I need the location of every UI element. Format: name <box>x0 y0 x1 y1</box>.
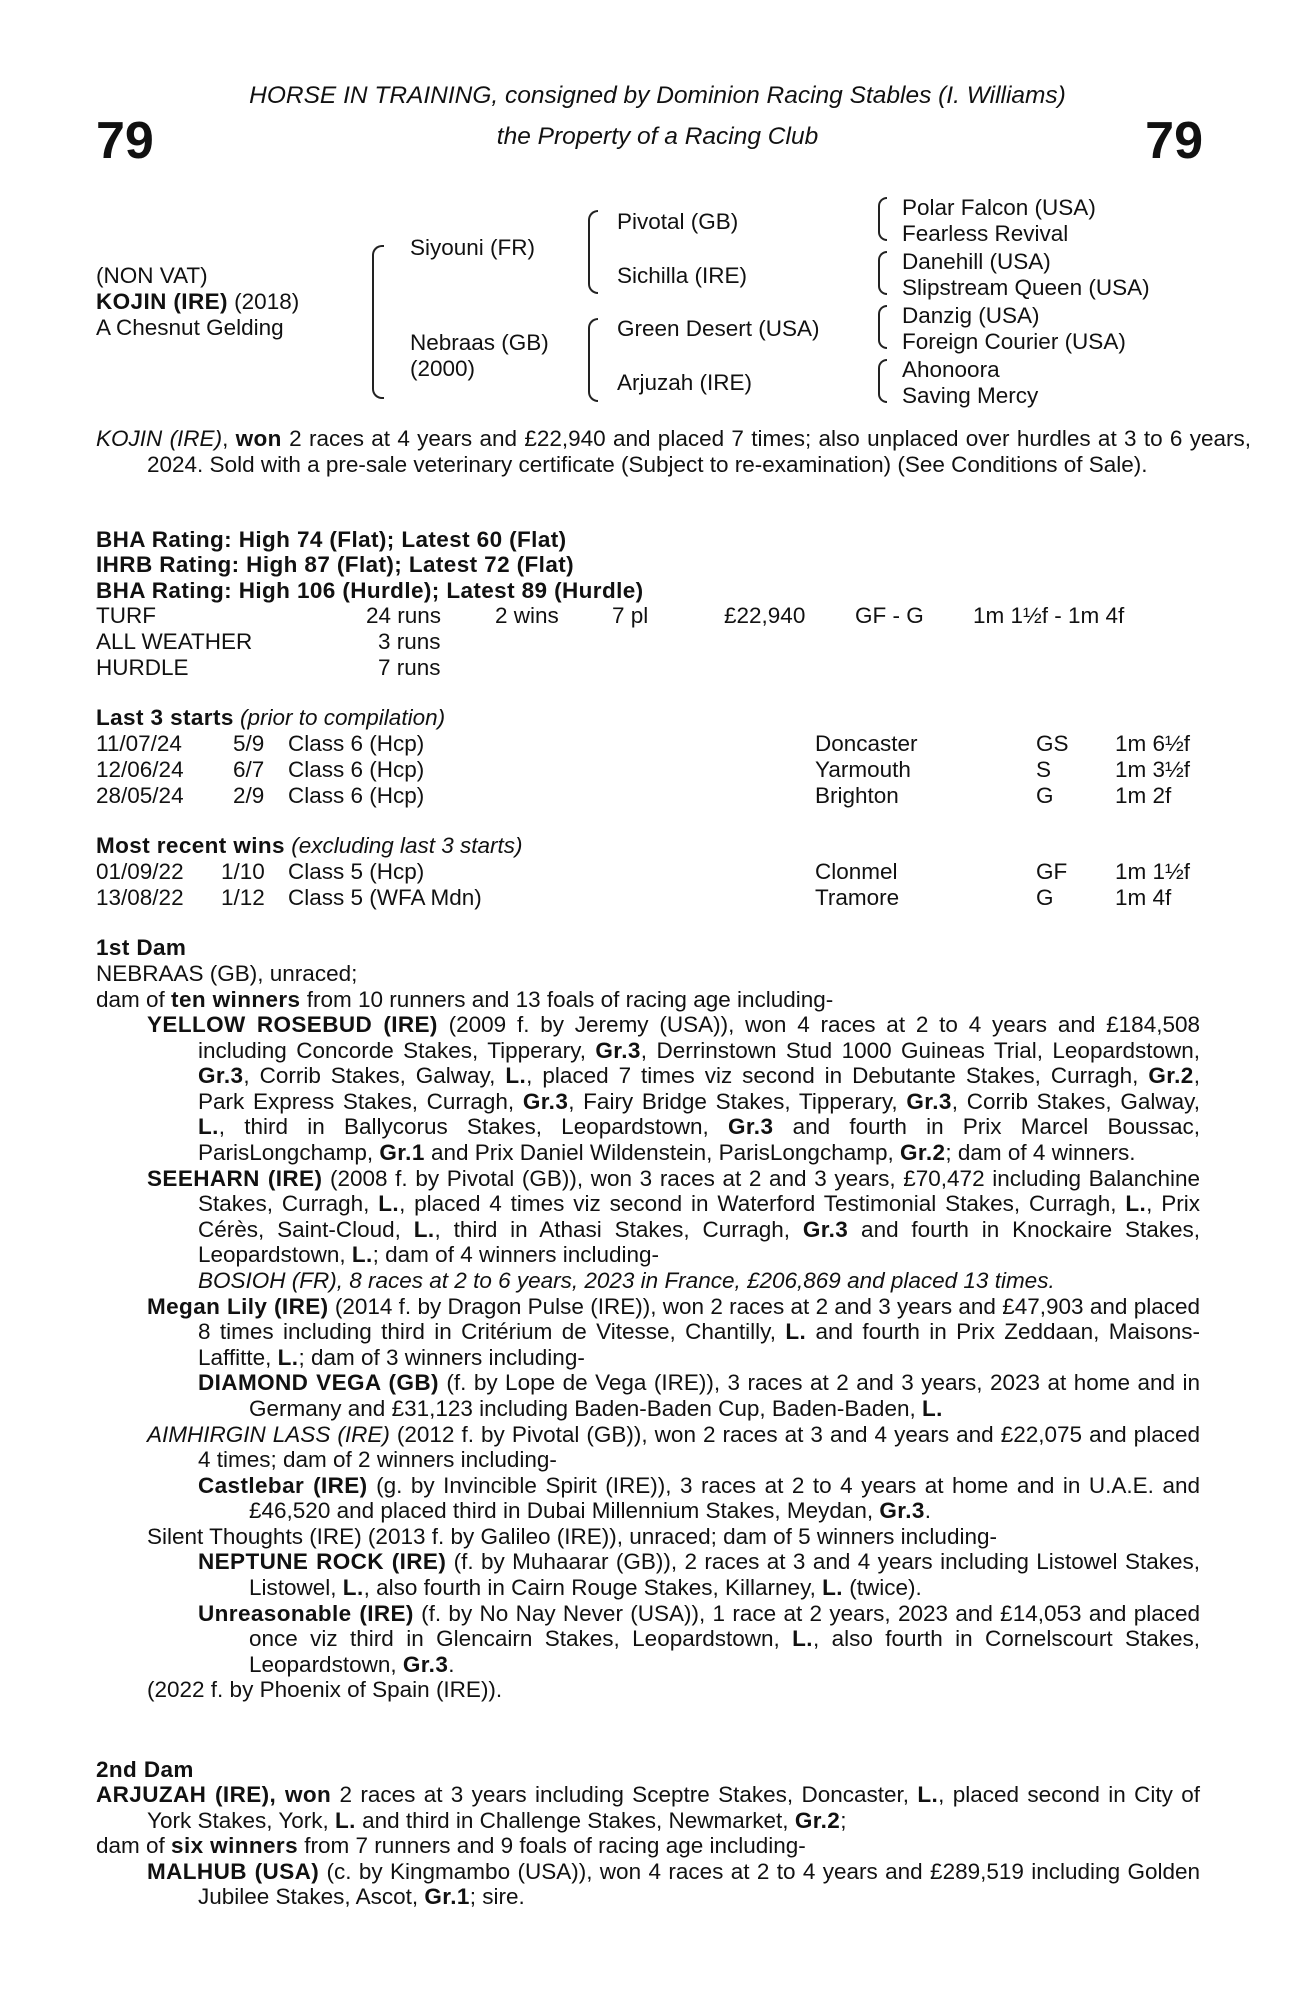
start-position: 2/9 <box>233 783 265 808</box>
grade-badge: Gr.2 <box>794 1807 841 1833</box>
produce-text: (f. by Lope de Vega (IRE)), 3 races at 2 and 3 years, 2023 at home and in Germany and £31,123 including Baden-Baden Cup, Baden-Baden, <box>249 1370 1200 1421</box>
intro-text: 2 races at 4 years and £22,940 and placed 7 times; also unplaced over hurdles at 3 to 6 years, 2024. Sold with a pre-sale veterinary certificate (Subject to re-examination) (See Conditions of Sale). <box>147 426 1251 477</box>
produce-aimhirgin-lass <box>96 1422 1200 1473</box>
produce-text: , Corrib Stakes, Galway, <box>951 1088 1200 1114</box>
rating-bha-hurdle: BHA Rating: High 106 (Hurdle); Latest 89 (Hurdle) <box>96 578 644 603</box>
grade-badge: L. <box>413 1216 435 1242</box>
sire: Siyouni (FR) <box>410 235 536 260</box>
dam2-text: and third in Challenge Stakes, Newmarket, <box>355 1807 795 1833</box>
win-course: Tramore <box>815 885 900 910</box>
grandsire-3: Danzig (USA) <box>902 303 1040 328</box>
pedigree-brace-7 <box>878 359 887 403</box>
produce-text: ; sire. <box>469 1884 525 1910</box>
grade-badge: Gr.3 <box>879 1498 925 1524</box>
last3-note: (prior to compilation) <box>233 705 446 730</box>
sire-sire: Pivotal (GB) <box>617 209 739 234</box>
produce-text: , 8 races at 2 to 6 years, 2023 in France, £206,869 and placed 13 times. <box>336 1267 1055 1293</box>
property-header: the Property of a Racing Club <box>496 123 819 150</box>
produce-name: Megan Lily (IRE) <box>147 1293 329 1319</box>
start-going: GS <box>1036 731 1069 756</box>
intro-horse-name: KOJIN (IRE) <box>96 426 223 451</box>
produce-text: , also fourth in Cairn Rouge Stakes, Killarney, <box>363 1575 823 1601</box>
produce-text: and fourth in Prix Marcel Boussac, ParisLongchamp, <box>198 1114 1200 1165</box>
dam-sire: Green Desert (USA) <box>617 316 820 341</box>
produce-name: NEPTUNE ROCK (IRE) <box>198 1549 447 1575</box>
record-surface: HURDLE <box>96 655 189 680</box>
granddam-3: Foreign Courier (USA) <box>902 329 1126 354</box>
record-distance: 1m 1½f - 1m 4f <box>973 603 1125 628</box>
grade-badge: L. <box>277 1344 299 1370</box>
produce-text: . <box>924 1498 932 1524</box>
grade-badge: Gr.3 <box>727 1114 774 1140</box>
grade-badge: L. <box>342 1575 364 1601</box>
produce-unreasonable <box>96 1601 1200 1678</box>
produce-text: (2012 f. by Pivotal (GB)), won 2 races at 3 and 4 years and £22,075 and placed 4 times; dam of 2 winners including- <box>198 1421 1200 1473</box>
sire-dam: Sichilla (IRE) <box>617 263 748 288</box>
pedigree-brace-3 <box>588 318 598 402</box>
produce-text: (f. by Muhaarar (GB)), 2 races at 3 and 4 years including Listowel Stakes, Listowel, <box>249 1549 1200 1601</box>
horse-name: KOJIN (IRE) <box>96 289 228 314</box>
start-race: Class 6 (Hcp) <box>288 783 425 808</box>
win-race: Class 5 (Hcp) <box>288 859 425 884</box>
consignor-header: HORSE IN TRAINING, consigned by Dominion Racing Stables (I. Williams) <box>249 82 1066 109</box>
start-course: Brighton <box>815 783 899 808</box>
start-distance: 1m 2f <box>1115 783 1172 808</box>
start-date: 28/05/24 <box>96 783 184 808</box>
pedigree-brace-2 <box>588 210 598 294</box>
produce-name: DIAMOND VEGA (GB) <box>198 1370 439 1396</box>
intro-paragraph: KOJIN (IRE), won 2 races at 4 years and £22,940 and placed 7 times; also unplaced over hurdles at 3 to 6 years, 2024. Sold with a pre-sale veterinary certificate (Subject to re-examination) (See Conditions of Sale). <box>96 426 1251 477</box>
dam2-produce-summary <box>96 1833 1200 1859</box>
produce-name: Castlebar (IRE) <box>198 1472 368 1498</box>
start-race: Class 6 (Hcp) <box>288 757 425 782</box>
recent-wins-note: (excluding last 3 starts) <box>284 833 523 858</box>
produce-text: . <box>448 1651 455 1677</box>
dam2-winners-count: six winners <box>171 1833 298 1859</box>
rating-bha-flat: BHA Rating: High 74 (Flat); Latest 60 (Flat) <box>96 527 567 552</box>
win-date: 13/08/22 <box>96 885 184 910</box>
start-race: Class 6 (Hcp) <box>288 731 425 756</box>
horse-title <box>96 289 299 315</box>
dam1-dam-of: dam of <box>96 987 172 1012</box>
produce-silent-thoughts: Silent Thoughts (IRE) (2013 f. by Galileo (IRE)), unraced; dam of 5 winners including- <box>147 1523 997 1549</box>
produce-text: (2008 f. by Pivotal (GB)), won 3 races at 2 and 3 years, £70,472 including Balanchine Stakes, Curragh, <box>198 1165 1201 1217</box>
produce-text: (2014 f. by Dragon Pulse (IRE)), won 2 races at 2 and 3 years and £47,903 and placed 8 times including third in Critérium de Vitesse, Chantilly, <box>198 1293 1200 1345</box>
dam1-winners-count: ten winners <box>171 987 301 1012</box>
granddam-2: Slipstream Queen (USA) <box>902 275 1150 300</box>
grade-badge: L. <box>792 1626 813 1652</box>
produce-text: (c. by Kingmambo (USA)), won 4 races at 2 to 4 years and £289,519 including Golden Jubilee Stakes, Ascot, <box>198 1858 1201 1910</box>
produce-neptune-rock <box>96 1549 1200 1600</box>
produce-2022-foal: (2022 f. by Phoenix of Spain (IRE)). <box>147 1677 503 1703</box>
win-race: Class 5 (WFA Mdn) <box>288 885 482 910</box>
dam1-line: NEBRAAS (GB), unraced; <box>96 961 358 986</box>
start-course: Doncaster <box>815 731 918 756</box>
produce-malhub <box>96 1859 1200 1910</box>
produce-castlebar <box>96 1473 1200 1524</box>
grade-badge: L. <box>921 1395 943 1421</box>
start-position: 5/9 <box>233 731 265 756</box>
produce-seeharn <box>96 1166 1200 1268</box>
dam2-paragraph <box>96 1782 1200 1833</box>
dam2-won: , won <box>269 1782 332 1807</box>
pedigree-brace-1 <box>372 245 384 399</box>
horse-description: A Chesnut Gelding <box>96 315 284 340</box>
pedigree-brace-6 <box>878 305 887 349</box>
dam1-runners: from 10 runners and 13 foals of racing age including- <box>300 987 834 1012</box>
start-position: 6/7 <box>233 757 265 782</box>
dam2-text: ; <box>840 1807 847 1833</box>
record-runs: 7 runs <box>378 655 441 680</box>
dam2-section <box>96 1782 1200 1910</box>
start-distance: 1m 3½f <box>1115 757 1191 782</box>
grade-badge: L. <box>822 1575 843 1601</box>
grandsire-1: Polar Falcon (USA) <box>902 195 1096 220</box>
produce-text: , placed 4 times viz second in Waterford Testimonial Stakes, Curragh, <box>399 1191 1126 1217</box>
grade-badge: Gr.3 <box>802 1216 849 1242</box>
grade-badge: L. <box>505 1063 527 1089</box>
record-runs: 3 runs <box>378 629 441 654</box>
dam2-runners: from 7 runners and 9 foals of racing age including- <box>298 1833 806 1859</box>
dam1-heading: 1st Dam <box>96 935 187 960</box>
grade-badge: L. <box>917 1782 939 1807</box>
produce-text: (twice). <box>842 1575 922 1601</box>
granddam-4: Saving Mercy <box>902 383 1039 408</box>
grade-badge: Gr.1 <box>424 1884 470 1910</box>
win-going: GF <box>1036 859 1068 884</box>
produce-name: YELLOW ROSEBUD (IRE) <box>147 1012 438 1037</box>
grade-badge: Gr.2 <box>1148 1063 1194 1089</box>
win-date: 01/09/22 <box>96 859 184 884</box>
start-date: 12/06/24 <box>96 757 184 782</box>
record-wins: 2 wins <box>495 603 559 628</box>
produce-text: (f. by No Nay Never (USA)), 1 race at 2 years, 2023 and £14,053 and placed once viz third in Glencairn Stakes, Leopardstown, <box>249 1600 1200 1652</box>
win-position: 1/12 <box>221 885 265 910</box>
start-course: Yarmouth <box>815 757 911 782</box>
dam: Nebraas (GB) <box>410 330 549 355</box>
produce-text: ; dam of 3 winners including- <box>298 1344 585 1370</box>
produce-name: MALHUB (USA) <box>147 1858 320 1884</box>
record-surface: ALL WEATHER <box>96 629 253 654</box>
dam-year: (2000) <box>410 356 476 381</box>
produce-text: , Prix Cérès, Saint-Cloud, <box>198 1191 1200 1242</box>
produce-name: SEEHARN (IRE) <box>147 1165 323 1191</box>
start-going: S <box>1036 757 1052 782</box>
dam2-text: , placed second in City of York Stakes, York, <box>147 1782 1201 1833</box>
lot-number-right: 79 <box>1145 112 1203 170</box>
produce-text: (2009 f. by Jeremy (USA)), won 4 races at 2 to 4 years and £184,508 including Concorde Stakes, Tipperary, <box>198 1012 1200 1063</box>
granddam-1: Fearless Revival <box>902 221 1069 246</box>
dam1-produce-summary <box>96 987 833 1013</box>
grade-badge: L. <box>198 1114 219 1140</box>
produce-text: , also fourth in Cornelscourt Stakes, Leopardstown, <box>249 1626 1201 1677</box>
produce-bosioh <box>96 1268 1200 1294</box>
start-distance: 1m 6½f <box>1115 731 1191 756</box>
produce-text: , third in Ballycorus Stakes, Leopardstown, <box>218 1114 728 1140</box>
record-going: GF - G <box>855 603 924 628</box>
last3-heading <box>96 705 445 731</box>
rating-ihrb-flat: IHRB Rating: High 87 (Flat); Latest 72 (Flat) <box>96 552 575 577</box>
recent-wins-heading <box>96 833 523 859</box>
dam1-produce <box>96 1012 1200 1703</box>
win-course: Clonmel <box>815 859 898 884</box>
grade-badge: Gr.3 <box>198 1063 244 1089</box>
recent-wins-title: Most recent wins <box>96 833 285 858</box>
dam2-dam-of: dam of <box>96 1833 172 1859</box>
grade-badge: Gr.3 <box>522 1088 569 1114</box>
start-going: G <box>1036 783 1054 808</box>
record-prize: £22,940 <box>724 603 806 628</box>
produce-name: Unreasonable (IRE) <box>198 1600 414 1626</box>
grade-badge: L. <box>1125 1191 1147 1217</box>
grade-badge: Gr.1 <box>379 1139 425 1165</box>
produce-text: and Prix Daniel Wildenstein, ParisLongchamp, <box>424 1139 900 1165</box>
dam2-text: 2 races at 3 years including Sceptre Stakes, Doncaster, <box>331 1782 918 1807</box>
grade-badge: L. <box>785 1319 807 1345</box>
produce-megan-lily <box>96 1294 1200 1371</box>
pedigree-brace-5 <box>878 251 887 295</box>
dam-dam: Arjuzah (IRE) <box>617 370 753 395</box>
start-date: 11/07/24 <box>96 731 182 756</box>
win-going: G <box>1036 885 1054 910</box>
produce-text: and fourth in Prix Zeddaan, Maisons-Laffitte, <box>198 1319 1200 1370</box>
win-distance: 1m 1½f <box>1115 859 1191 884</box>
produce-name: AIMHIRGIN LASS (IRE) <box>147 1421 390 1447</box>
win-distance: 1m 4f <box>1115 885 1172 910</box>
produce-yellow-rosebud <box>96 1012 1200 1166</box>
dam2-heading: 2nd Dam <box>96 1757 194 1782</box>
produce-text: , Corrib Stakes, Galway, <box>243 1063 506 1089</box>
dam2-name: ARJUZAH (IRE) <box>96 1782 270 1807</box>
grandsire-4: Ahonoora <box>902 357 1000 382</box>
pedigree-brace-4 <box>878 197 887 241</box>
grade-badge: L. <box>351 1242 373 1268</box>
produce-text: and fourth in Knockaire Stakes, Leopardstown, <box>198 1216 1200 1268</box>
grade-badge: Gr.2 <box>900 1139 946 1165</box>
last3-title: Last 3 starts <box>96 705 234 730</box>
grade-badge: L. <box>335 1807 356 1833</box>
record-surface: TURF <box>96 603 156 628</box>
produce-text: ; dam of 4 winners. <box>945 1139 1136 1165</box>
produce-text: , third in Athasi Stakes, Curragh, <box>434 1216 803 1242</box>
vat-status: (NON VAT) <box>96 263 208 288</box>
grade-badge: Gr.3 <box>906 1088 952 1114</box>
horse-year: (2018) <box>227 289 300 314</box>
win-position: 1/10 <box>221 859 265 884</box>
record-placed: 7 pl <box>612 603 649 628</box>
produce-text: , Park Express Stakes, Curragh, <box>198 1063 1200 1114</box>
produce-text: ; dam of 4 winners including- <box>372 1242 660 1268</box>
produce-diamond-vega <box>96 1370 1200 1421</box>
intro-won: won <box>235 426 282 451</box>
produce-text: , Fairy Bridge Stakes, Tipperary, <box>568 1088 907 1114</box>
grandsire-2: Danehill (USA) <box>902 249 1051 274</box>
produce-name: BOSIOH (FR) <box>198 1267 337 1293</box>
grade-badge: Gr.3 <box>595 1037 641 1063</box>
grade-badge: L. <box>378 1191 400 1217</box>
produce-text: , Derrinstown Stud 1000 Guineas Trial, Leopardstown, <box>640 1037 1201 1063</box>
produce-text: , placed 7 times viz second in Debutante Stakes, Curragh, <box>526 1063 1149 1089</box>
grade-badge: Gr.3 <box>402 1651 449 1677</box>
produce-text: (g. by Invincible Spirit (IRE)), 3 races at 2 to 4 years at home and in U.A.E. and £46,520 and placed third in Dubai Millennium Stakes, Meydan, <box>249 1472 1200 1524</box>
lot-number-left: 79 <box>96 112 154 170</box>
record-runs: 24 runs <box>366 603 442 628</box>
